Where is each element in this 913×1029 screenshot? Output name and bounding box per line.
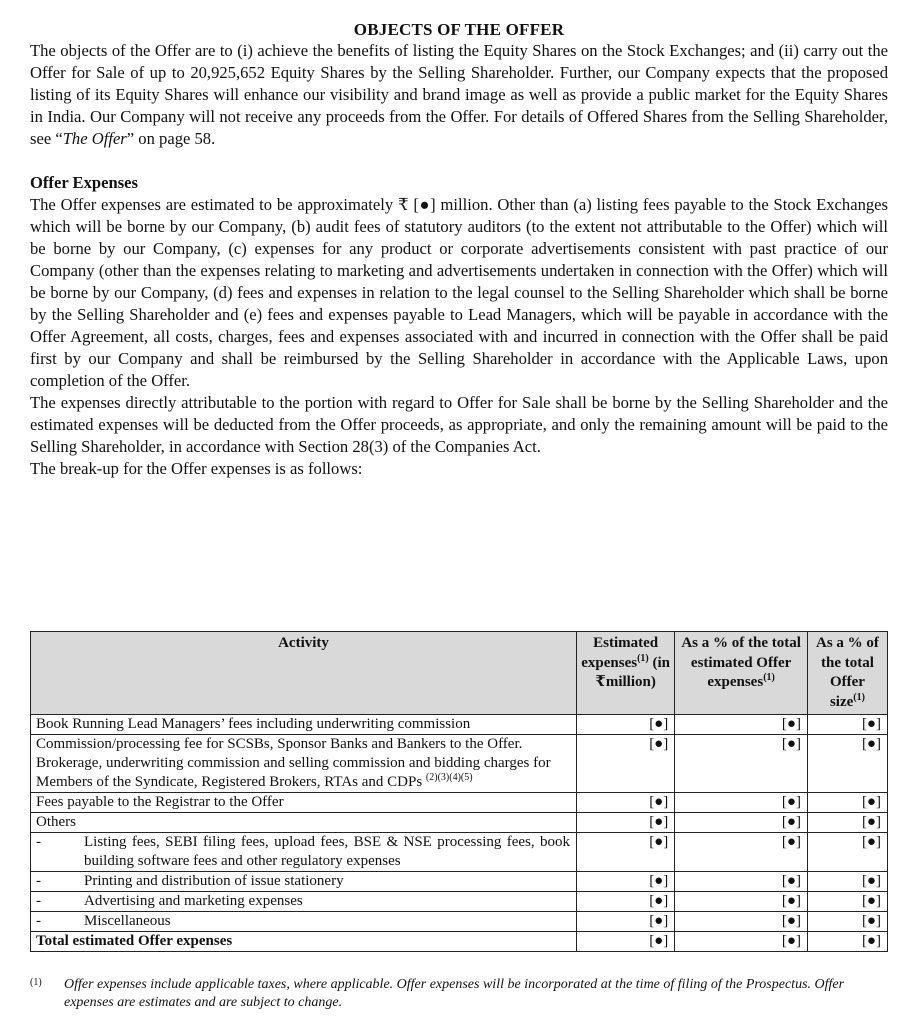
header-pct-total-sup: (1) xyxy=(763,672,775,683)
footnote-marker: (1) xyxy=(30,977,42,988)
pct-total-expenses-value: [●] xyxy=(675,932,808,952)
estimated-expense-value: [●] xyxy=(577,735,675,793)
objects-text-end: ” on page 58. xyxy=(126,129,216,148)
offer-expenses-table xyxy=(30,631,888,952)
table-row xyxy=(31,932,888,952)
table-row xyxy=(31,912,888,932)
attribution-paragraph: The expenses directly attributable to the portion with regard to Offer for Sale shall be borne by the Selling Shareholder and the estimated expenses will be deducted from the Offer proceeds, as appropriate, and only the remaining amount will be paid to the Selling Shareholder, in accordance with Section 28(3) of the Companies Act. xyxy=(30,393,888,456)
page-title: OBJECTS OF THE OFFER xyxy=(353,20,565,39)
activity-text: Miscellaneous xyxy=(84,913,171,929)
header-pct-total-label: As a % of the total estimated Offer expenses xyxy=(681,635,801,690)
header-activity: Activity xyxy=(31,632,577,715)
estimated-expense-value: [●] xyxy=(577,932,675,952)
estimated-expense-value: [●] xyxy=(577,872,675,892)
activity-text: Total estimated Offer expenses xyxy=(36,933,233,949)
row-dash: - xyxy=(36,834,41,850)
table-row xyxy=(31,735,888,793)
estimated-expense-value: [●] xyxy=(577,833,675,872)
estimated-expense-value: [●] xyxy=(577,793,675,813)
activity-text: Listing fees, SEBI filing fees, upload fees, BSE & NSE processing fees, book building software fees and other regulatory expenses xyxy=(84,834,570,869)
header-pct-total-expenses xyxy=(675,632,808,715)
footnote-text: Offer expenses include applicable taxes, where applicable. Offer expenses will be incorporated at the time of filing of the Prospectus. Offer expenses are estimates and are subject to change. xyxy=(64,977,845,1010)
footnote xyxy=(30,976,888,1012)
header-est-sup: (1) xyxy=(637,652,649,664)
activity-text: Advertising and marketing expenses xyxy=(84,893,303,909)
pct-total-expenses-value: [●] xyxy=(675,872,808,892)
activity-cell xyxy=(31,793,577,813)
pct-offer-size-value: [●] xyxy=(807,932,887,952)
pct-offer-size-value: [●] xyxy=(807,892,887,912)
activity-text: Commission/processing fee for SCSBs, Sponsor Banks and Bankers to the Offer. Brokerage, underwriting commission and selling commission and bidding charges for Members of the Syndicate, Registered Brokers, RTAs and CDPs xyxy=(36,736,551,790)
activity-text: Book Running Lead Managers’ fees including underwriting commission xyxy=(36,716,471,732)
pct-offer-size-value: [●] xyxy=(807,715,887,735)
pct-offer-size-value: [●] xyxy=(807,735,887,793)
table-row xyxy=(31,715,888,735)
row-dash: - xyxy=(36,893,41,909)
header-pct-offer-size xyxy=(807,632,887,715)
activity-cell xyxy=(31,872,577,892)
header-estimated-expenses xyxy=(577,632,675,715)
pct-offer-size-value: [●] xyxy=(807,813,887,833)
table-row xyxy=(31,892,888,912)
section-heading: Offer Expenses xyxy=(30,173,139,192)
pct-total-expenses-value: [●] xyxy=(675,793,808,813)
activity-cell xyxy=(31,813,577,833)
estimated-expense-value: [●] xyxy=(577,715,675,735)
pct-total-expenses-value: [●] xyxy=(675,912,808,932)
header-est-label: Estimated expenses xyxy=(581,635,659,671)
objects-paragraph xyxy=(30,40,888,150)
pct-offer-size-value: [●] xyxy=(807,793,887,813)
pct-total-expenses-value: [●] xyxy=(675,715,808,735)
pct-offer-size-value: [●] xyxy=(807,912,887,932)
activity-cell xyxy=(31,715,577,735)
pct-total-expenses-value: [●] xyxy=(675,735,808,793)
breakup-intro: The break-up for the Offer expenses is as follows: xyxy=(30,459,363,478)
expenses-paragraph: The Offer expenses are estimated to be approximately ₹ [●] million. Other than (a) listing fees payable to the Stock Exchanges which will be borne by our Company, (b) audit fees of statutory auditors (to the extent not attributable to the Offer) which will be borne by our Company, (c) expenses for any product or corporate advertisements consistent with past practice of our Company (other than the expenses relating to marketing and advertisements undertaken in connection with the Offer) which will be borne by our Company, (d) fees and expenses in relation to the legal counsel to the Selling Shareholder which shall be borne by the Selling Shareholder and (e) fees and expenses payable to Lead Managers, which will be payable in accordance with the Offer Agreement, all costs, charges, fees and expenses associated with and incurred in connection with the Offer shall be paid first by our Company and shall be reimbursed by the Selling Shareholder in accordance with the Applicable Laws, upon completion of the Offer. xyxy=(30,195,888,390)
header-pct-size-sup: (1) xyxy=(853,691,865,703)
document-page xyxy=(30,0,888,480)
table-row xyxy=(31,872,888,892)
activity-cell xyxy=(31,912,577,932)
pct-total-expenses-value: [●] xyxy=(675,833,808,872)
activity-text: Printing and distribution of issue stationery xyxy=(84,873,344,889)
table-row xyxy=(31,813,888,833)
activity-text: Fees payable to the Registrar to the Offer xyxy=(36,794,284,810)
pct-total-expenses-value: [●] xyxy=(675,813,808,833)
activity-cell xyxy=(31,735,577,793)
activity-footnote-refs: (2)(3)(4)(5) xyxy=(425,772,473,783)
objects-text: The objects of the Offer are to (i) achieve the benefits of listing the Equity Shares on the Stock Exchanges; and (ii) carry out the Offer for Sale of up to 20,925,652 Equity Shares by the Selling Shareholder. Further, our Company expects that the proposed listing of its Equity Shares will enhance our visibility and brand image as well as provide a public market for the Equity Shares in India. Our Company will not receive any proceeds from the Offer. For details of Offered Shares from the Selling Shareholder, see “ xyxy=(30,41,888,148)
table-body xyxy=(31,715,888,952)
estimated-expense-value: [●] xyxy=(577,912,675,932)
header-pct-size-label: As a % of the total Offer size xyxy=(816,635,879,710)
offer-reference: The Offer xyxy=(62,129,127,148)
table-row xyxy=(31,793,888,813)
estimated-expense-value: [●] xyxy=(577,892,675,912)
pct-offer-size-value: [●] xyxy=(807,872,887,892)
activity-text: Others xyxy=(36,814,76,830)
pct-total-expenses-value: [●] xyxy=(675,892,808,912)
activity-cell xyxy=(31,932,577,952)
row-dash: - xyxy=(36,913,41,929)
table-header-row xyxy=(31,632,888,715)
table-row xyxy=(31,833,888,872)
pct-offer-size-value: [●] xyxy=(807,833,887,872)
estimated-expense-value: [●] xyxy=(577,813,675,833)
activity-cell xyxy=(31,892,577,912)
row-dash: - xyxy=(36,873,41,889)
activity-cell xyxy=(31,833,577,872)
header-est-unit: (in ₹million) xyxy=(595,654,671,690)
